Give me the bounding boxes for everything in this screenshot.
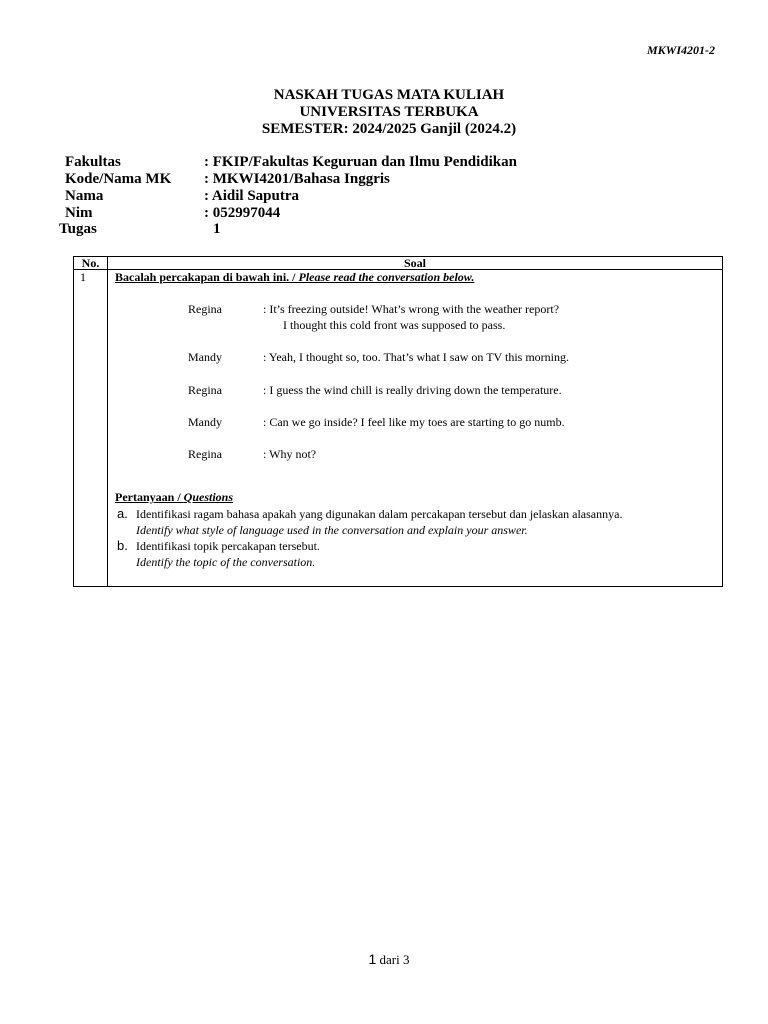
nama-value: : Aidil Saputra (204, 188, 300, 204)
questions-heading (115, 490, 233, 505)
page-total: dari 3 (379, 952, 410, 967)
nama-label: Nama (65, 188, 104, 204)
question-text-id: Identifikasi topik percakapan tersebut. (136, 539, 320, 553)
fakultas-value: : FKIP/Fakultas Keguruan dan Ilmu Pendidikan (204, 154, 517, 170)
header-no: No. (74, 257, 108, 270)
questions-heading-en: Questions (183, 490, 234, 504)
question-text-en: Identify what style of language used in the conversation and explain your answer. (136, 523, 528, 537)
reading-instruction (115, 270, 474, 285)
speaker-name: Mandy (188, 415, 222, 429)
nim-label: Nim (65, 205, 93, 221)
question-cell (108, 270, 723, 587)
dialogue-line: : I guess the wind chill is really driving down the temperature. (263, 383, 562, 397)
tugas-value: 1 (213, 221, 221, 237)
instruction-en: Please read the conversation below. (298, 270, 475, 284)
speaker-name: Regina (188, 383, 222, 397)
dialogue-line: : It’s freezing outside! What’s wrong with the weather report? (263, 302, 560, 316)
table-row (74, 270, 723, 587)
title-line-2: UNIVERSITAS TERBUKA (299, 104, 479, 120)
table-header-row (74, 257, 723, 270)
question-marker: a. (117, 506, 128, 521)
dialogue-line: : Why not? (263, 447, 317, 461)
speaker-name: Mandy (188, 350, 222, 364)
header-soal: Soal (108, 257, 723, 270)
questions-heading-id: Pertanyaan / (115, 490, 184, 504)
nim-value: : 052997044 (204, 205, 281, 221)
dialogue-line: : Yeah, I thought so, too. That’s what I saw on TV this morning. (263, 350, 569, 364)
tugas-label: Tugas (59, 221, 97, 237)
document-code: MKWI4201-2 (646, 43, 715, 57)
page-footer (0, 951, 768, 968)
fakultas-label: Fakultas (65, 154, 121, 170)
kode-label: Kode/Nama MK (65, 171, 172, 187)
row-number: 1 (74, 270, 108, 587)
title-line-3: SEMESTER: 2024/2025 Ganjil (2024.2) (261, 121, 517, 137)
question-marker: b. (117, 538, 128, 553)
question-text-en: Identify the topic of the conversation. (136, 555, 316, 569)
dialogue-line-continued: I thought this cold front was supposed to pass. (283, 318, 506, 332)
kode-value: : MKWI4201/Bahasa Inggris (204, 171, 390, 187)
speaker-name: Regina (188, 447, 222, 461)
instruction-id: Bacalah percakapan di bawah ini. / (115, 270, 299, 284)
page-number: 1 (368, 951, 377, 967)
question-text-id: Identifikasi ragam bahasa apakah yang digunakan dalam percakapan tersebut dan jelaskan alasannya. (136, 507, 623, 521)
title-line-1: NASKAH TUGAS MATA KULIAH (273, 87, 505, 103)
soal-table (73, 256, 723, 587)
speaker-name: Regina (188, 302, 222, 316)
dialogue-line: : Can we go inside? I feel like my toes are starting to go numb. (263, 415, 565, 429)
